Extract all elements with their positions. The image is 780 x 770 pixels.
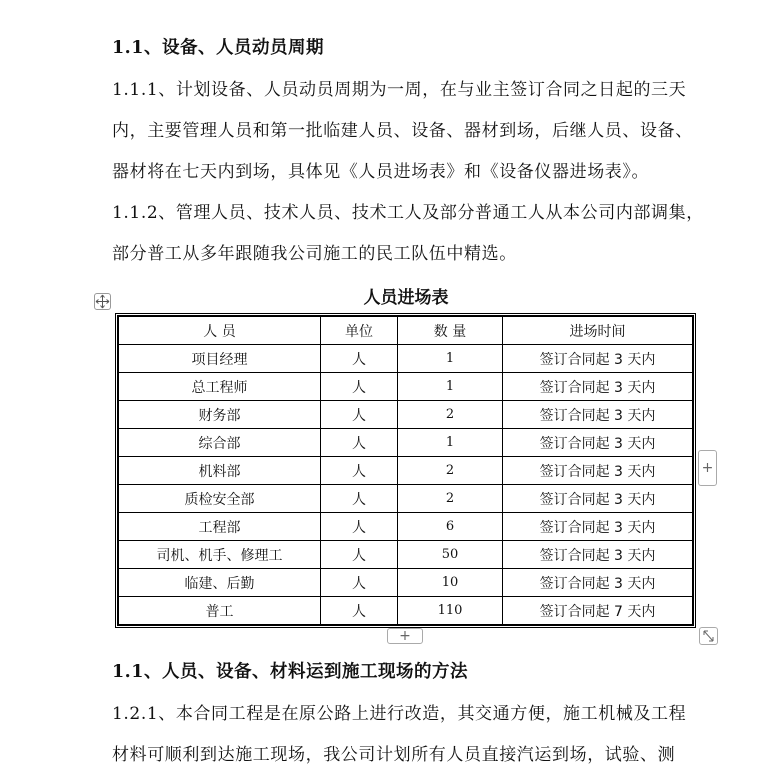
cell-person[interactable]: 司机、机手、修理工	[119, 541, 321, 569]
table-row	[119, 513, 693, 541]
header-cell-person[interactable]: 人 员	[119, 317, 321, 345]
cell-unit[interactable]: 人	[321, 485, 398, 513]
cell-person[interactable]: 财务部	[119, 401, 321, 429]
cell-person[interactable]: 综合部	[119, 429, 321, 457]
section-heading-1-1: 1.1、设备、人员动员周期	[112, 38, 324, 58]
cell-entry-time[interactable]: 签订合同起 7 天内	[503, 597, 693, 625]
table-row	[119, 345, 693, 373]
resize-icon	[700, 628, 717, 644]
cell-unit[interactable]: 人	[321, 597, 398, 625]
cell-quantity[interactable]: 1	[398, 345, 503, 373]
paragraph-1-1-1-line-3: 器材将在七天内到场，具体见《人员进场表》和《设备仪器进场表》。	[112, 162, 650, 182]
cell-unit[interactable]: 人	[321, 513, 398, 541]
cell-unit[interactable]: 人	[321, 457, 398, 485]
cell-quantity[interactable]: 50	[398, 541, 503, 569]
table-row	[119, 457, 693, 485]
cell-unit[interactable]: 人	[321, 541, 398, 569]
table-row	[119, 597, 693, 625]
cell-unit[interactable]: 人	[321, 401, 398, 429]
cell-unit[interactable]: 人	[321, 569, 398, 597]
cell-entry-time[interactable]: 签订合同起 3 天内	[503, 569, 693, 597]
cell-person[interactable]: 质检安全部	[119, 485, 321, 513]
table-row	[119, 429, 693, 457]
cell-person[interactable]: 普工	[119, 597, 321, 625]
cell-quantity[interactable]: 2	[398, 457, 503, 485]
personnel-table	[115, 313, 696, 628]
cell-person[interactable]: 工程部	[119, 513, 321, 541]
cell-quantity[interactable]: 10	[398, 569, 503, 597]
table-row	[119, 569, 693, 597]
cell-entry-time[interactable]: 签订合同起 3 天内	[503, 373, 693, 401]
paragraph-1-1-1-line-1: 1.1.1、计划设备、人员动员周期为一周，在与业主签订合同之日起的三天	[112, 80, 687, 100]
paragraph-1-2-1-line-1: 1.2.1、本合同工程是在原公路上进行改造，其交通方便，施工机械及工程	[112, 704, 687, 724]
section-heading-1-2: 1.1、人员、设备、材料运到施工现场的方法	[112, 662, 468, 682]
cell-entry-time[interactable]: 签订合同起 3 天内	[503, 513, 693, 541]
table-row	[119, 485, 693, 513]
cell-unit[interactable]: 人	[321, 429, 398, 457]
table-resize-handle[interactable]	[699, 627, 718, 645]
cell-entry-time[interactable]: 签订合同起 3 天内	[503, 429, 693, 457]
cell-unit[interactable]: 人	[321, 345, 398, 373]
cell-person[interactable]: 总工程师	[119, 373, 321, 401]
cell-entry-time[interactable]: 签订合同起 3 天内	[503, 401, 693, 429]
cell-person[interactable]: 项目经理	[119, 345, 321, 373]
header-cell-entry-time[interactable]: 进场时间	[503, 317, 693, 345]
table-caption: 人员进场表	[363, 288, 449, 308]
paragraph-1-1-1-line-2: 内，主要管理人员和第一批临建人员、设备、器材到场，后继人员、设备、	[112, 121, 693, 141]
cell-entry-time[interactable]: 签订合同起 3 天内	[503, 345, 693, 373]
table-move-handle[interactable]	[94, 293, 111, 310]
table-row	[119, 541, 693, 569]
header-cell-quantity[interactable]: 数 量	[398, 317, 503, 345]
add-column-button[interactable]: +	[698, 450, 717, 486]
table-row	[119, 401, 693, 429]
cell-person[interactable]: 机料部	[119, 457, 321, 485]
cell-quantity[interactable]: 1	[398, 429, 503, 457]
cell-quantity[interactable]: 2	[398, 401, 503, 429]
table-row	[119, 373, 693, 401]
cell-entry-time[interactable]: 签订合同起 3 天内	[503, 541, 693, 569]
paragraph-1-2-1-line-2: 材料可顺利到达施工现场，我公司计划所有人员直接汽运到场，试验、测	[112, 745, 676, 765]
cell-unit[interactable]: 人	[321, 373, 398, 401]
table-header-row	[119, 317, 693, 345]
cell-entry-time[interactable]: 签订合同起 3 天内	[503, 457, 693, 485]
cell-entry-time[interactable]: 签订合同起 3 天内	[503, 485, 693, 513]
move-icon	[95, 294, 110, 309]
cell-quantity[interactable]: 110	[398, 597, 503, 625]
cell-quantity[interactable]: 1	[398, 373, 503, 401]
header-cell-unit[interactable]: 单位	[321, 317, 398, 345]
paragraph-1-1-2-line-1: 1.1.2、管理人员、技术人员、技术工人及部分普通工人从本公司内部调集，	[112, 203, 704, 223]
cell-quantity[interactable]: 6	[398, 513, 503, 541]
add-row-button[interactable]: +	[387, 628, 423, 644]
cell-person[interactable]: 临建、后勤	[119, 569, 321, 597]
cell-quantity[interactable]: 2	[398, 485, 503, 513]
paragraph-1-1-2-line-2: 部分普工从多年跟随我公司施工的民工队伍中精选。	[112, 244, 517, 264]
